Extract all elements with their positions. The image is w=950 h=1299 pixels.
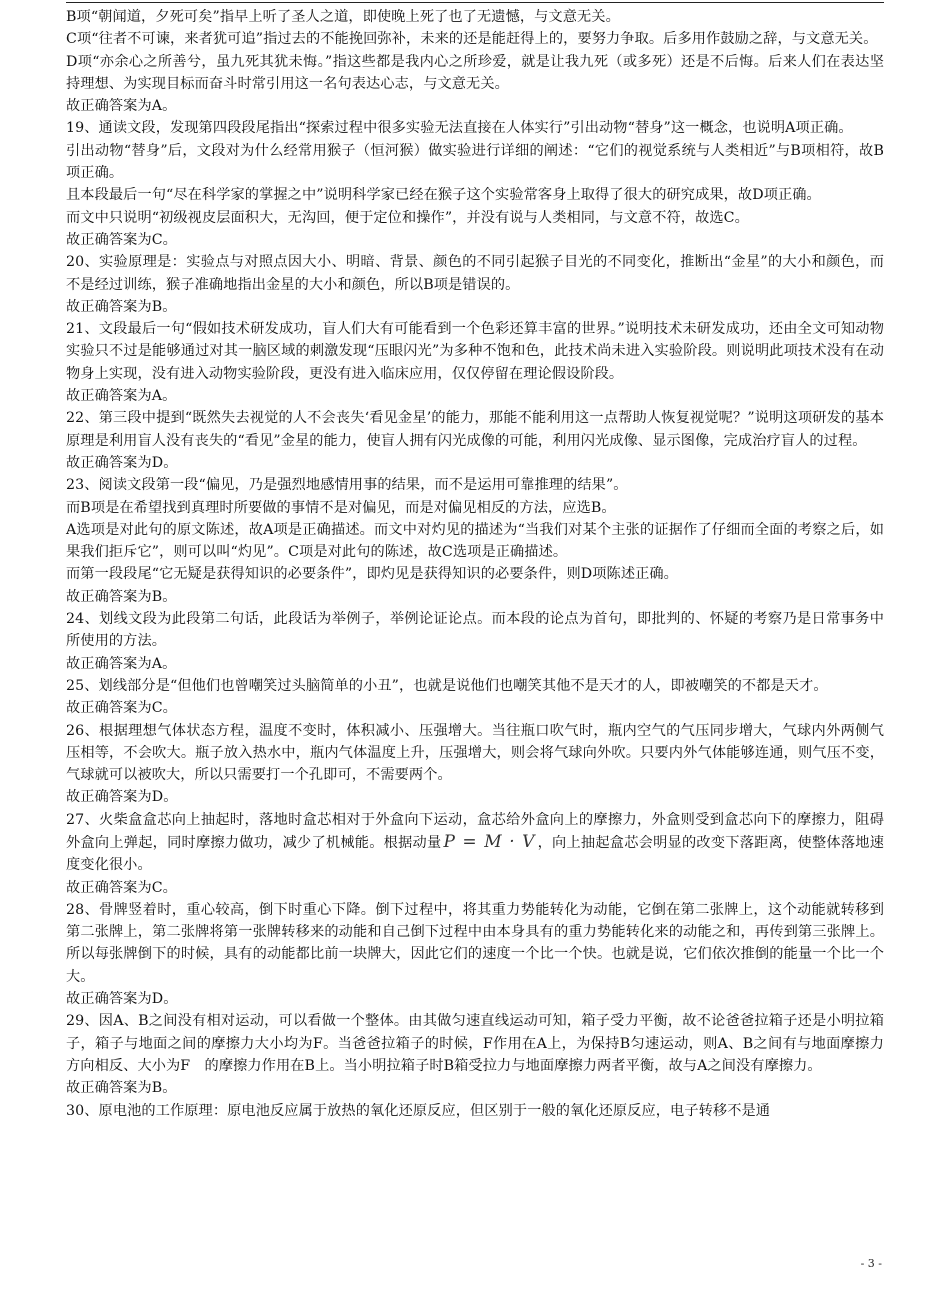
answer-21: 故正确答案为A。 [66, 388, 177, 405]
paragraph-20: 20、实验原理是：实验点与对照点因大小、明暗、背景、颜色的不同引起猴子目光的不同变化，推断出“金星”的大小和颜色，而不是经过训练，猴子准确地指出金星的大小和颜色，所以B项是错误的。 [66, 254, 884, 293]
paragraph-30: 30、原电池的工作原理：原电池反应属于放热的氧化还原反应，但区别于一般的氧化还原反应，电子转移不是通 [66, 1102, 771, 1119]
answer-25: 故正确答案为C。 [66, 700, 177, 717]
paragraph-23-b: 而B项是在希望找到真理时所要做的事情不是对偏见，而是对偏见相反的方法，应选B。 [66, 499, 616, 516]
header-rule [66, 2, 884, 3]
paragraph-29: 29、因A、B之间没有相对运动，可以看做一个整体。由其做匀速直线运动可知，箱子受力平衡，故不论爸爸拉箱子还是小明拉箱子，箱子与地面之间的摩擦力大小均为F。当爸爸拉箱子的时候，F作用在A上，为保持B匀速运动，则A、B之间有与地面摩擦力方向相反、大小为F 的摩擦力作用在B上。当小明拉箱子时B箱受拉力与地面摩擦力两者平衡，故与A之间没有摩擦力。 [66, 1013, 884, 1074]
paragraph-c-option: C项“往者不可谏，来者犹可追”指过去的不能挽回弥补，未来的还是能赶得上的，要努力争取。后多用作鼓励之辞，与文意无关。 [66, 31, 878, 48]
answer-20: 故正确答案为B。 [66, 298, 177, 315]
paragraph-24: 24、划线文段为此段第二句话，此段话为举例子，举例论证论点。而本段的论点为首句，即批判的、怀疑的考察乃是日常事务中所使用的方法。 [66, 611, 884, 650]
paragraph-19-d: 且本段最后一句“尽在科学家的掌握之中”说明科学家已经在猴子这个实验常客身上取得了很大的研究成果，故D项正确。 [66, 187, 821, 204]
paragraph-26: 26、根据理想气体状态方程，温度不变时，体积减小、压强增大。当往瓶口吹气时，瓶内空气的气压同步增大，气球内外两侧气压相等，不会吹大。瓶子放入热水中，瓶内气体温度上升，压强增大，则会将气球向外吹。只要内外气体能够连通，则气压不变，气球就可以被吹大，所以只需要打一个孔即可，不需要两个。 [66, 722, 884, 784]
paragraph-22: 22、第三段中提到“既然失去视觉的人不会丧失‘看见金星’的能力，那能不能利用这一点帮助人恢复视觉呢？”说明这项研发的基本原理是利用盲人没有丧失的“看见”金星的能力，使盲人拥有闪光成像的可能，利用闪光成像、显示图像，完成治疗盲人的过程。 [66, 410, 884, 449]
paragraph-19-b: 引出动物“替身”后，文段对为什么经常用猴子（恒河猴）做实验进行详细的阐述：“它们的视觉系统与人类相近”与B项相符，故B项正确。 [66, 142, 884, 182]
paragraph-21: 21、文段最后一句“假如技术研发成功，盲人们大有可能看到一个色彩还算丰富的世界。”说明技术未研发成功，还由全文可知动物实验只不过是能够通过对其一脑区域的刺激发现“压眼闪光”为多种不饱和色，此技术尚未进入实验阶段。则说明此项技术没有在动物身上实现，没有进入动物实验阶段，更没有进入临床应用，仅仅停留在理论假设阶段。 [66, 321, 884, 382]
paragraph-27 [66, 809, 884, 877]
document-body [66, 6, 884, 1122]
answer-23: 故正确答案为B。 [66, 588, 177, 605]
paragraph-23: 23、阅读文段第一段“偏见，乃是强烈地感情用事的结果，而不是运用可靠推理的结果”。 [66, 477, 628, 494]
paragraph-23-d: 而第一段段尾“它无疑是获得知识的必要条件”，即灼见是获得知识的必要条件，则D项陈述正确。 [66, 566, 678, 583]
answer-27: 故正确答案为C。 [66, 879, 177, 896]
paragraph-28: 28、骨牌竖着时，重心较高，倒下时重心下降。倒下过程中，将其重力势能转化为动能，它倒在第二张牌上，这个动能就转移到第二张牌上，第二张牌将第一张牌转移来的动能和自己倒下过程中由本身具有的重力势能转化来的动能之和，再传到第三张牌上。所以每张牌倒下的时候，具有的动能都比前一块牌大，因此它们的速度一个比一个快。也就是说，它们依次推倒的能量一个比一个大。 [66, 901, 884, 985]
paragraph-b-option: B项“朝闻道，夕死可矣”指早上听了圣人之道，即使晚上死了也了无遗憾，与文意无关。 [66, 9, 620, 25]
answer-22: 故正确答案为D。 [66, 454, 178, 471]
answer-19: 故正确答案为C。 [66, 231, 177, 248]
paragraph-27-text-after: ，向上抽起盒芯会明显的改变下落距离，使整体落地速度变化很小。 [66, 834, 884, 874]
paragraph-d-option: D项“亦余心之所善兮，虽九死其犹未悔。”指这些都是我内心之所珍爱，就是让我九死（或多死）还是不后悔。后来人们在表达坚持理想、为实现目标而奋斗时常引用这一名句表达心志，与文意无关。 [66, 53, 884, 92]
paragraph-25: 25、划线部分是“但他们也曾嘲笑过头脑简单的小丑”，也就是说他们也嘲笑其他不是天才的人，即被嘲笑的不都是天才。 [66, 677, 828, 694]
answer-29: 故正确答案为B。 [66, 1080, 177, 1097]
answer-26: 故正确答案为D。 [66, 789, 178, 806]
page-number: - 3 - [860, 1257, 882, 1270]
answer-28: 故正确答案为D。 [66, 991, 178, 1008]
paragraph-19: 19、通读文段，发现第四段段尾指出“探索过程中很多实验无法直接在人体实行”引出动物“替身”这一概念，也说明A项正确。 [66, 120, 853, 137]
paragraph-19-c: 而文中只说明“初级视皮层面积大，无沟回，便于定位和操作”，并没有说与人类相同，与文意不符，故选C。 [66, 209, 749, 226]
answer-18: 故正确答案为A。 [66, 98, 177, 115]
momentum-formula: P = M · V [443, 831, 536, 852]
answer-24: 故正确答案为A。 [66, 655, 177, 672]
paragraph-27-text-before: 27、火柴盒盒芯向上抽起时，落地时盒芯相对于外盒向下运动，盒芯给外盒向上的摩擦力，外盒则受到盒芯向下的摩擦力，阻碍外盒向上弹起，同时摩擦力做功，减少了机械能。根据动量 [66, 811, 884, 851]
paragraph-23-a-c: A选项是对此句的原文陈述，故A项是正确描述。而文中对灼见的描述为“当我们对某个主张的证据作了仔细而全面的考察之后，如果我们拒斥它”，则可以叫“灼见”。C项是对此句的陈述，故C选项是正确描述。 [66, 521, 884, 561]
